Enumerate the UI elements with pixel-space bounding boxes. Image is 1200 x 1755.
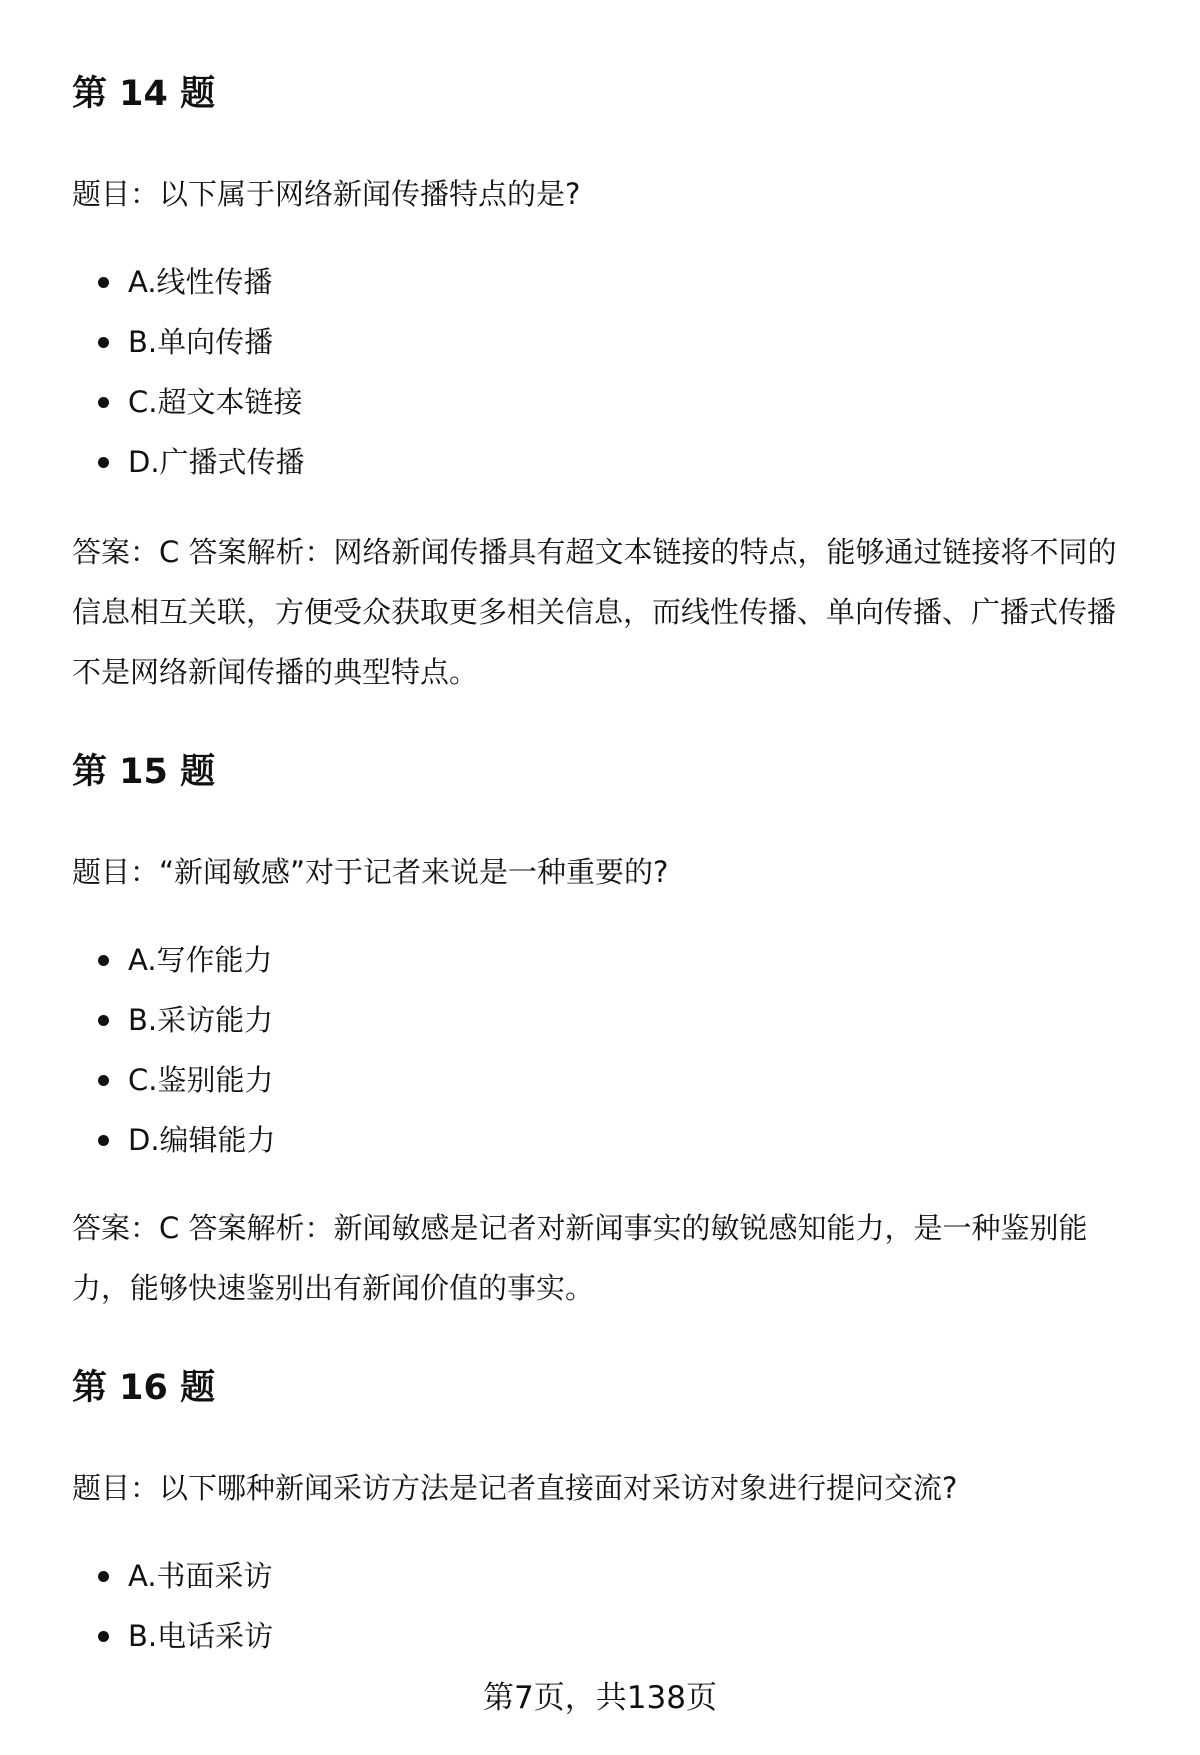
bullet-icon bbox=[98, 277, 109, 288]
bullet-icon bbox=[98, 1571, 109, 1582]
option-item bbox=[72, 262, 305, 322]
option-label: A.写作能力 bbox=[128, 943, 273, 977]
option-item bbox=[72, 1060, 276, 1120]
bullet-icon bbox=[98, 1015, 109, 1026]
bullet-icon bbox=[98, 955, 109, 966]
question-stem: 题目：以下哪种新闻采访方法是记者直接面对采访对象进行提问交流? bbox=[72, 1471, 958, 1505]
option-label: A.书面采访 bbox=[128, 1559, 273, 1593]
option-item bbox=[72, 442, 305, 502]
question-title: 第 16 题 bbox=[72, 1368, 216, 1408]
option-item bbox=[72, 1616, 273, 1676]
option-list bbox=[72, 940, 276, 1180]
answer-line: 力，能够快速鉴别出有新闻价值的事实。 bbox=[72, 1271, 595, 1305]
answer-line: 不是网络新闻传播的典型特点。 bbox=[72, 655, 479, 689]
option-item bbox=[72, 1120, 276, 1180]
question-stem: 题目：“新闻敏感”对于记者来说是一种重要的? bbox=[72, 855, 669, 889]
option-label: B.电话采访 bbox=[128, 1619, 274, 1653]
bullet-icon bbox=[98, 457, 109, 468]
answer-explanation bbox=[72, 522, 1154, 702]
question-title: 第 14 题 bbox=[72, 74, 216, 114]
option-label: C.鉴别能力 bbox=[128, 1063, 274, 1097]
answer-line: 信息相互关联，方便受众获取更多相关信息，而线性传播、单向传播、广播式传播 bbox=[72, 595, 1117, 629]
option-label: A.线性传播 bbox=[128, 265, 273, 299]
option-label: B.单向传播 bbox=[128, 325, 274, 359]
question-title: 第 15 题 bbox=[72, 752, 216, 792]
page-number-footer: 第7页，共138页 bbox=[483, 1680, 717, 1716]
bullet-icon bbox=[98, 397, 109, 408]
option-label: D.编辑能力 bbox=[128, 1123, 276, 1157]
option-item bbox=[72, 382, 305, 442]
bullet-icon bbox=[98, 1631, 109, 1642]
bullet-icon bbox=[98, 1135, 109, 1146]
option-item bbox=[72, 1556, 273, 1616]
bullet-icon bbox=[98, 1075, 109, 1086]
option-item bbox=[72, 322, 305, 382]
option-item bbox=[72, 1000, 276, 1060]
option-label: B.采访能力 bbox=[128, 1003, 274, 1037]
answer-line: 答案：C 答案解析：网络新闻传播具有超文本链接的特点，能够通过链接将不同的 bbox=[72, 535, 1117, 569]
answer-line: 答案：C 答案解析：新闻敏感是记者对新闻事实的敏锐感知能力，是一种鉴别能 bbox=[72, 1211, 1088, 1245]
bullet-icon bbox=[98, 337, 109, 348]
option-list bbox=[72, 262, 305, 502]
answer-explanation bbox=[72, 1198, 1154, 1318]
option-label: D.广播式传播 bbox=[128, 445, 305, 479]
question-stem: 题目：以下属于网络新闻传播特点的是? bbox=[72, 177, 581, 211]
option-label: C.超文本链接 bbox=[128, 385, 303, 419]
option-item bbox=[72, 940, 276, 1000]
option-list bbox=[72, 1556, 273, 1676]
